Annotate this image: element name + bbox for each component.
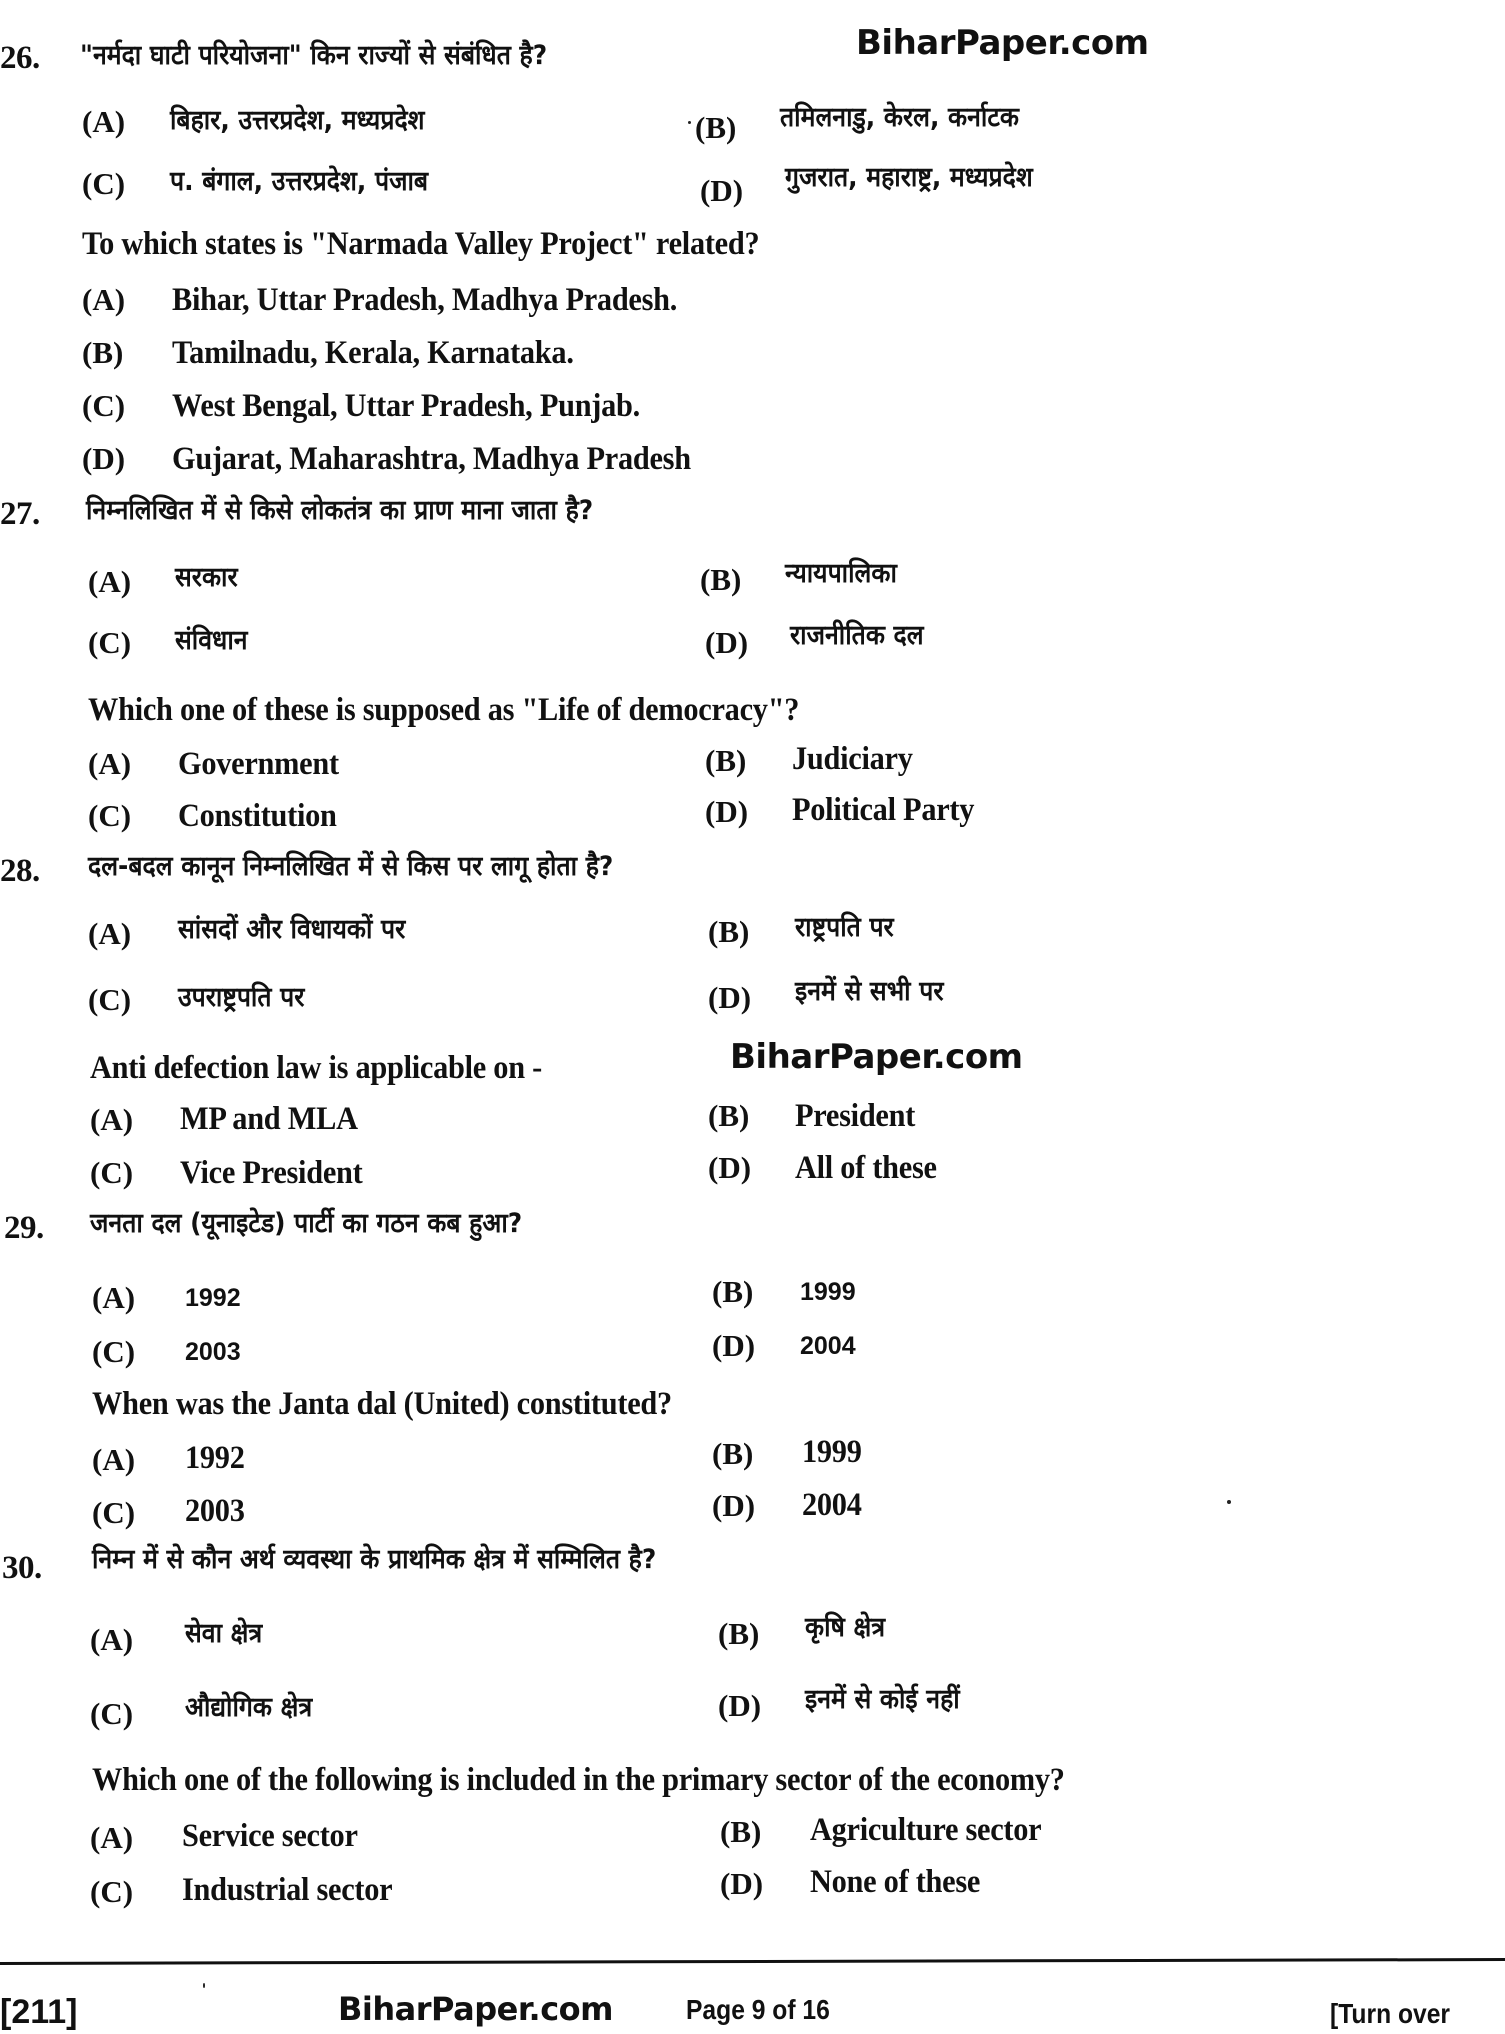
- option-label: (B): [708, 1098, 750, 1133]
- option-label: (A): [90, 1102, 134, 1137]
- option-text-english: All of these: [795, 1150, 937, 1186]
- option-label: (D): [700, 173, 744, 208]
- option-text-english: Judiciary: [792, 741, 913, 777]
- option-label: (A): [92, 1280, 136, 1315]
- question-text-english: Which one of the following is included in the primary sector of the economy?: [92, 1762, 1065, 1798]
- option-label: (D): [82, 441, 126, 476]
- option-text-english: Service sector: [182, 1818, 358, 1854]
- question-number: 28.: [0, 853, 40, 889]
- option-label: (D): [705, 625, 749, 660]
- option-label: (D): [718, 1688, 762, 1723]
- option-text-hindi: इनमें से कोई नहीं: [805, 1684, 960, 1715]
- option-text-english: Political Party: [792, 792, 975, 828]
- option-text-english: West Bengal, Uttar Pradesh, Punjab.: [172, 388, 640, 424]
- option-label: (C): [88, 625, 132, 660]
- option-label: (B): [712, 1274, 754, 1309]
- option-label: (D): [708, 1150, 752, 1185]
- option-text-hindi: प. बंगाल, उत्तरप्रदेश, पंजाब: [170, 166, 429, 197]
- option-text-hindi: 1992: [185, 1284, 241, 1312]
- turn-over-label: [Turn over: [1330, 1998, 1451, 2029]
- option-text-english: 1999: [802, 1434, 862, 1470]
- question-text-hindi: निम्न में से कौन अर्थ व्यवस्था के प्राथमिक क्षेत्र में सम्मिलित है?: [92, 1544, 657, 1575]
- option-text-hindi: 1999: [800, 1278, 856, 1306]
- option-label: (A): [90, 1820, 134, 1855]
- footer-site: BiharPaper.com: [338, 1990, 613, 2028]
- option-label: (A): [82, 104, 126, 139]
- option-label: (B): [700, 562, 742, 597]
- option-label: (D): [708, 980, 752, 1015]
- question-text-english: To which states is "Narmada Valley Project" related?: [82, 226, 760, 262]
- question-number: 26.: [0, 40, 40, 76]
- watermark-top: BiharPaper.com: [856, 23, 1149, 63]
- option-text-english: President: [795, 1098, 916, 1134]
- question-number: 27.: [0, 496, 40, 532]
- option-text-english: 2004: [802, 1487, 862, 1523]
- option-label: (B): [712, 1436, 754, 1471]
- watermark-middle: BiharPaper.com: [730, 1037, 1023, 1077]
- option-label: (A): [92, 1442, 136, 1477]
- option-label: (A): [82, 282, 126, 317]
- question-text-hindi: दल-बदल कानून निम्नलिखित में से किस पर लागू होता है?: [88, 851, 614, 882]
- option-text-english: 2003: [185, 1493, 245, 1529]
- question-text-english: Which one of these is supposed as "Life of democracy"?: [88, 692, 800, 728]
- option-label: (D): [705, 794, 749, 829]
- question-number: 29.: [4, 1210, 44, 1246]
- option-text-hindi: इनमें से सभी पर: [795, 976, 944, 1007]
- option-label: (C): [90, 1155, 134, 1190]
- question-number: 30.: [2, 1550, 42, 1586]
- option-label: (B): [708, 914, 750, 949]
- option-label: (B): [82, 335, 124, 370]
- option-text-english: 1992: [185, 1440, 245, 1476]
- option-text-hindi: 2004: [800, 1332, 856, 1360]
- option-text-hindi: 2003: [185, 1338, 241, 1366]
- scan-speck: [688, 121, 691, 124]
- option-label: (C): [88, 798, 132, 833]
- page-number: Page 9 of 16: [686, 1994, 830, 2025]
- option-label: (C): [92, 1495, 136, 1530]
- option-text-hindi: सेवा क्षेत्र: [185, 1618, 263, 1649]
- option-text-hindi: न्यायपालिका: [785, 558, 897, 589]
- option-text-hindi: सांसदों और विधायकों पर: [178, 914, 406, 945]
- option-text-english: None of these: [810, 1864, 981, 1900]
- option-text-hindi: गुजरात, महाराष्ट्र, मध्यप्रदेश: [785, 162, 1033, 193]
- option-label: (B): [720, 1814, 762, 1849]
- option-text-english: Vice President: [180, 1155, 363, 1191]
- question-text-english: Anti defection law is applicable on -: [90, 1050, 542, 1086]
- option-label: (C): [88, 982, 132, 1017]
- question-text-hindi: "नर्मदा घाटी परियोजना" किन राज्यों से संबंधित है?: [80, 40, 548, 71]
- question-text-hindi: निम्नलिखित में से किसे लोकतंत्र का प्राण माना जाता है?: [86, 495, 594, 526]
- scan-speck: [1227, 1500, 1231, 1504]
- option-text-english: Government: [178, 746, 339, 782]
- option-text-english: Agriculture sector: [810, 1812, 1042, 1848]
- option-text-english: Constitution: [178, 798, 337, 834]
- option-label: (C): [92, 1334, 136, 1369]
- option-text-english: Industrial sector: [182, 1872, 393, 1908]
- question-text-english: When was the Janta dal (United) constituted?: [92, 1386, 672, 1422]
- option-text-english: Gujarat, Maharashtra, Madhya Pradesh: [172, 441, 691, 477]
- option-label: (B): [718, 1616, 760, 1651]
- option-text-english: MP and MLA: [180, 1101, 358, 1137]
- question-text-hindi: जनता दल (यूनाइटेड) पार्टी का गठन कब हुआ?: [90, 1208, 523, 1239]
- option-text-english: Bihar, Uttar Pradesh, Madhya Pradesh.: [172, 282, 678, 318]
- option-label: (A): [88, 746, 132, 781]
- option-text-hindi: बिहार, उत्तरप्रदेश, मध्यप्रदेश: [170, 105, 425, 136]
- option-text-hindi: संविधान: [175, 625, 248, 656]
- option-label: (A): [90, 1622, 134, 1657]
- option-text-english: Tamilnadu, Kerala, Karnataka.: [172, 335, 574, 371]
- option-label: (C): [90, 1874, 134, 1909]
- option-label: (D): [720, 1866, 764, 1901]
- option-label: (B): [705, 743, 747, 778]
- option-label: (D): [712, 1488, 756, 1523]
- option-label: (B): [695, 110, 737, 145]
- option-text-hindi: औद्योगिक क्षेत्र: [185, 1692, 313, 1723]
- option-label: (C): [90, 1696, 134, 1731]
- option-text-hindi: तमिलनाडु, केरल, कर्नाटक: [780, 102, 1019, 133]
- option-label: (D): [712, 1328, 756, 1363]
- option-text-hindi: राष्ट्रपति पर: [795, 912, 894, 943]
- option-label: (C): [82, 388, 126, 423]
- paper-code: [211]: [0, 1993, 78, 2031]
- scan-speck: [203, 1983, 205, 1988]
- option-label: (A): [88, 564, 132, 599]
- option-text-hindi: उपराष्ट्रपति पर: [178, 982, 305, 1013]
- option-label: (A): [88, 916, 132, 951]
- option-text-hindi: राजनीतिक दल: [790, 620, 924, 651]
- option-text-hindi: सरकार: [175, 562, 238, 593]
- option-text-hindi: कृषि क्षेत्र: [805, 1612, 886, 1643]
- option-label: (C): [82, 166, 126, 201]
- footer-divider: [0, 1958, 1505, 1965]
